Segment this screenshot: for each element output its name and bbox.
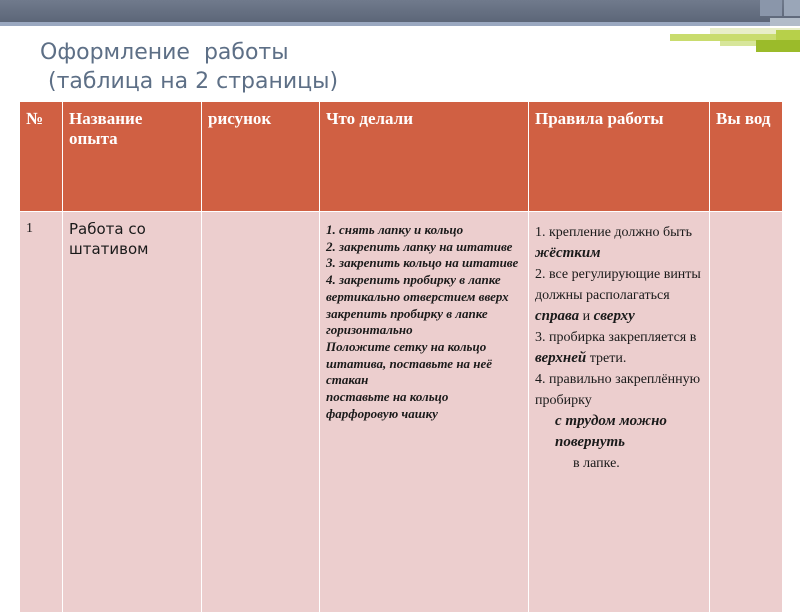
header-conclusion: Вы вод — [710, 102, 783, 212]
header-experiment-name: Название опыта — [63, 102, 202, 212]
cell-number: 1 — [20, 212, 63, 613]
header-what-done: Что делали — [320, 102, 529, 212]
rules-list — [535, 219, 703, 474]
corner-accent-graphic — [560, 0, 800, 60]
rule-emphasis: верхней — [535, 350, 587, 366]
slide-title-line1: Оформление работы — [40, 40, 289, 65]
table-row — [20, 212, 783, 613]
cell-picture — [202, 212, 320, 613]
accent-block-green — [776, 30, 800, 40]
header-picture: рисунок — [202, 102, 320, 212]
slide-title — [40, 38, 338, 96]
rule-text: 3. пробирка закрепляется в — [535, 330, 697, 345]
cell-what-done — [320, 212, 529, 613]
step-item: поставьте на кольцо фарфоровую чашку — [326, 389, 449, 421]
accent-block — [760, 0, 782, 16]
table-header-row — [20, 102, 783, 212]
step-item: 3. закрепить кольцо на штативе — [326, 255, 519, 271]
rule-item — [535, 222, 703, 264]
accent-block — [770, 18, 800, 26]
accent-block — [784, 0, 800, 16]
cell-experiment-name: Работа со штативом — [63, 212, 202, 613]
rule-emphasis: сверху — [593, 308, 635, 324]
rule-item — [535, 369, 703, 411]
cell-work-rules — [529, 212, 710, 613]
header-work-rules: Правила работы — [529, 102, 710, 212]
rule-text: 2. все регулирующие винты должны располагаться — [535, 267, 701, 303]
slide-title-line2: (таблица на 2 страницы) — [48, 69, 339, 94]
rule-text: в лапке. — [573, 456, 620, 471]
steps-list — [326, 219, 522, 422]
cell-conclusion — [710, 212, 783, 613]
step-item: 4. закрепить пробирку в лапке вертикально отверстием вверх — [326, 272, 509, 304]
rule-item — [535, 264, 703, 327]
rule-item — [535, 327, 703, 369]
step-item: закрепить пробирку в лапке горизонтально — [326, 305, 488, 338]
experiment-table — [19, 101, 783, 613]
rule-emphasis: справа — [535, 308, 580, 324]
rule-text: и — [579, 309, 594, 324]
rule-emphasis: жёстким — [535, 245, 601, 261]
rule-text: 4. правильно закреплённую пробирку — [535, 372, 701, 408]
step-item: Положите сетку на кольцо штатива, поставьте на неё стакан — [326, 338, 493, 388]
header-number: № — [20, 102, 63, 212]
rule-emphasis: с трудом можно повернуть — [555, 413, 667, 450]
rule-text: трети. — [586, 351, 627, 366]
step-item: 1. снять лапку и кольцо — [326, 222, 464, 237]
step-item: 2. закрепить лапку на штативе — [326, 238, 513, 254]
rule-text: 1. крепление должно быть — [535, 225, 693, 240]
accent-block-green — [756, 40, 800, 52]
